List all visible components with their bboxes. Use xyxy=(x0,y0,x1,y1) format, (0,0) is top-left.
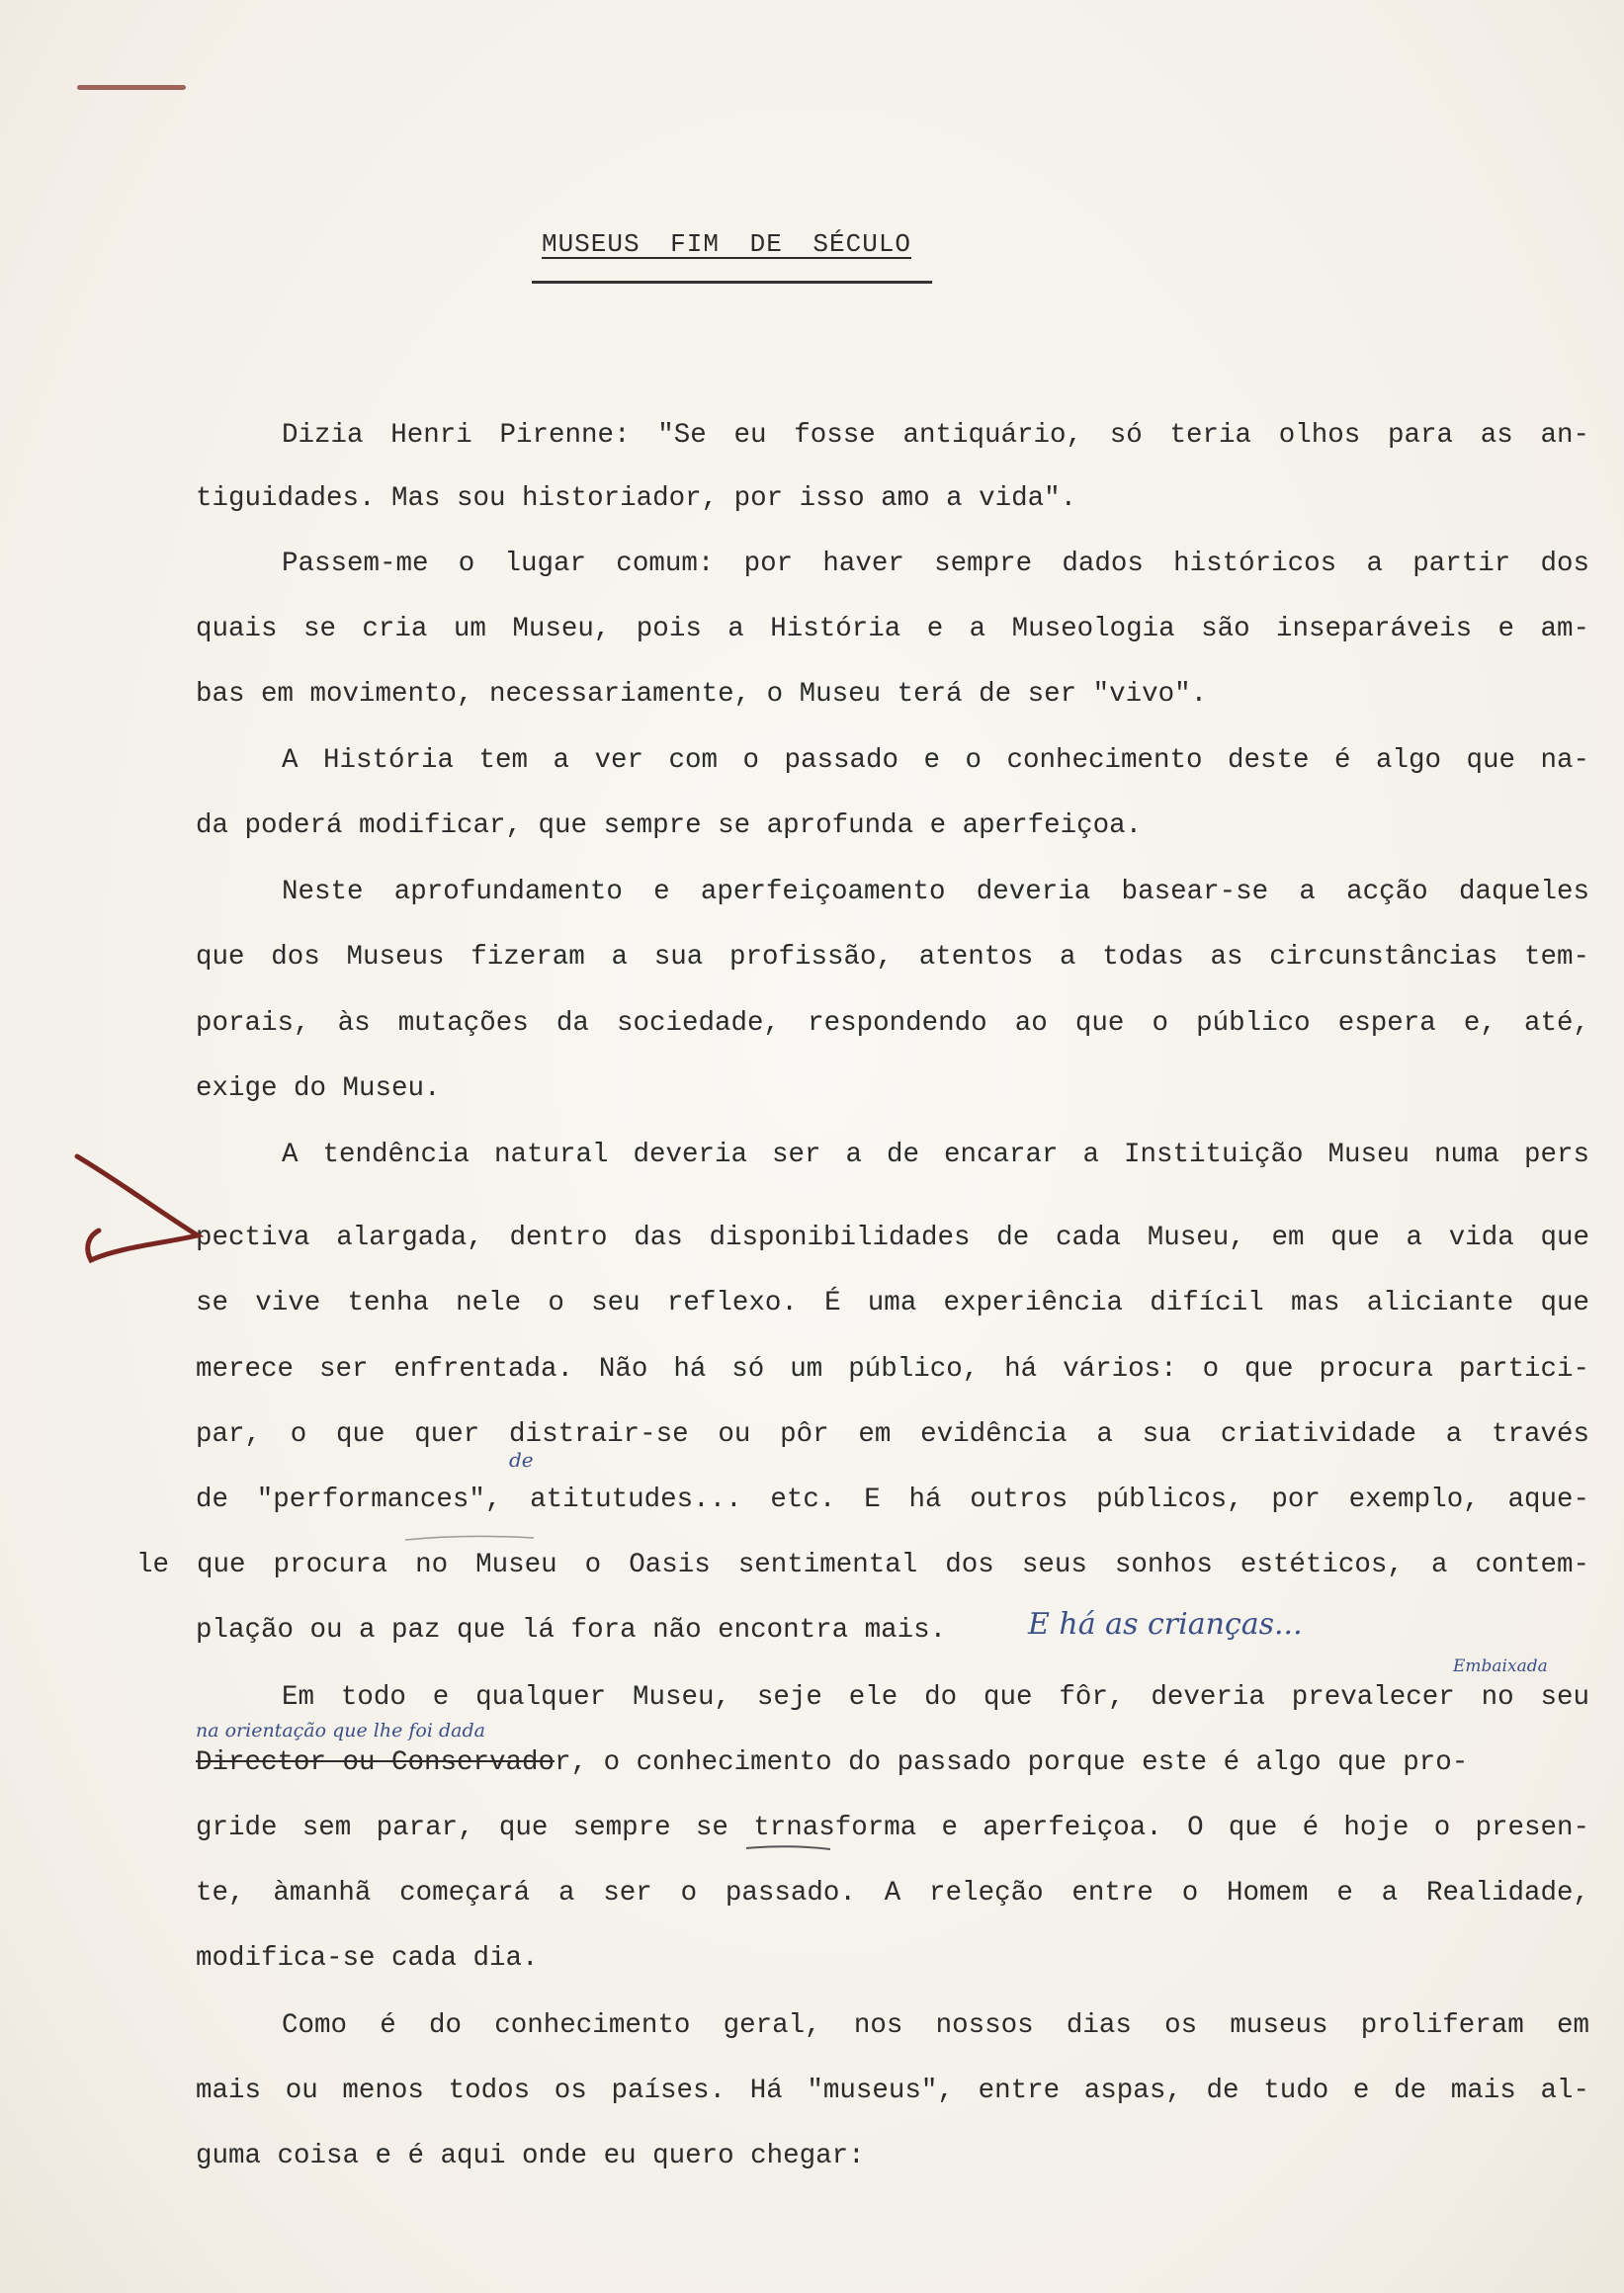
text-line: A tendência natural deveria ser a de encarar a Instituição Museu numa pers xyxy=(282,1140,1589,1170)
text-line-with-strike xyxy=(196,1743,1468,1783)
pencil-underline xyxy=(405,1536,534,1540)
text-line: guma coisa e é aqui onde eu quero chegar: xyxy=(196,2141,865,2171)
text-line: de "performances", atitutudes... etc. E há outros públicos, por exemplo, aque- xyxy=(196,1485,1589,1515)
text-line: Neste aprofundamento e aperfeiçoamento deveria basear-se a acção daqueles xyxy=(282,877,1589,907)
text-line: Em todo e qualquer Museu, seje ele do que fôr, deveria prevalecer no seu xyxy=(282,1682,1589,1713)
text-line: mais ou menos todos os países. Há "museus", entre aspas, de tudo e de mais al- xyxy=(196,2076,1589,2106)
text-line: r, o conhecimento do passado porque este é algo que pro- xyxy=(555,1747,1469,1778)
margin-arrow-mark xyxy=(77,1156,198,1260)
text-line: te, àmanhã começará a ser o passado. A releção entre o Homem e a Realidade, xyxy=(196,1878,1589,1909)
text-line: bas em movimento, necessariamente, o Museu terá de ser "vivo". xyxy=(196,679,1208,710)
text-line: exige do Museu. xyxy=(196,1073,441,1104)
text-line: par, o que quer distrair-se ou pôr em evidência a sua criatividade a través xyxy=(196,1419,1589,1450)
text-line: gride sem parar, que sempre se trnasforma e aperfeiçoa. O que é hoje o presen- xyxy=(196,1813,1589,1843)
text-line: porais, às mutações da sociedade, respondendo ao que o público espera e, até, xyxy=(196,1008,1589,1039)
text-line: tiguidades. Mas sou historiador, por isso amo a vida". xyxy=(196,483,1077,514)
title-underline xyxy=(532,281,932,284)
text-line: pectiva alargada, dentro das disponibilidades de cada Museu, em que a vida que xyxy=(196,1223,1589,1253)
text-line: Como é do conhecimento geral, nos nossos dias os museus proliferam em xyxy=(282,2010,1589,2041)
document-title: MUSEUS FIM DE SÉCULO xyxy=(541,229,912,259)
text-line: merece ser enfrentada. Não há só um público, há vários: o que procura partici- xyxy=(196,1354,1589,1385)
text-line: Dizia Henri Pirenne: "Se eu fosse antiquário, só teria olhos para as an- xyxy=(282,420,1589,451)
text-line: da poderá modificar, que sempre se aprofunda e aperfeiçoa. xyxy=(196,810,1143,841)
handwritten-note: na orientação que lhe foi dada xyxy=(196,1720,485,1741)
text-line: le que procura no Museu o Oasis sentimental dos seus sonhos estéticos, a contem- xyxy=(136,1550,1589,1580)
handwritten-note: E há as crianças... xyxy=(1028,1607,1303,1642)
text-line: se vive tenha nele o seu reflexo. É uma experiência difícil mas aliciante que xyxy=(196,1288,1589,1318)
handwritten-note: de xyxy=(509,1448,534,1472)
text-line: A História tem a ver com o passado e o conhecimento deste é algo que na- xyxy=(282,745,1589,776)
handwritten-note: Embaixada xyxy=(1453,1656,1548,1676)
text-line: Passem-me o lugar comum: por haver sempre dados históricos a partir dos xyxy=(282,549,1589,579)
text-line: plação ou a paz que lá fora não encontra mais. xyxy=(196,1615,947,1646)
ink-stain xyxy=(77,85,186,90)
struck-text: Director ou Conservado xyxy=(196,1747,556,1778)
text-line: quais se cria um Museu, pois a História e a Museologia são inseparáveis e am- xyxy=(196,614,1589,644)
text-line: modifica-se cada dia. xyxy=(196,1943,539,1974)
text-line: que dos Museus fizeram a sua profissão, atentos a todas as circunstâncias tem- xyxy=(196,942,1589,973)
